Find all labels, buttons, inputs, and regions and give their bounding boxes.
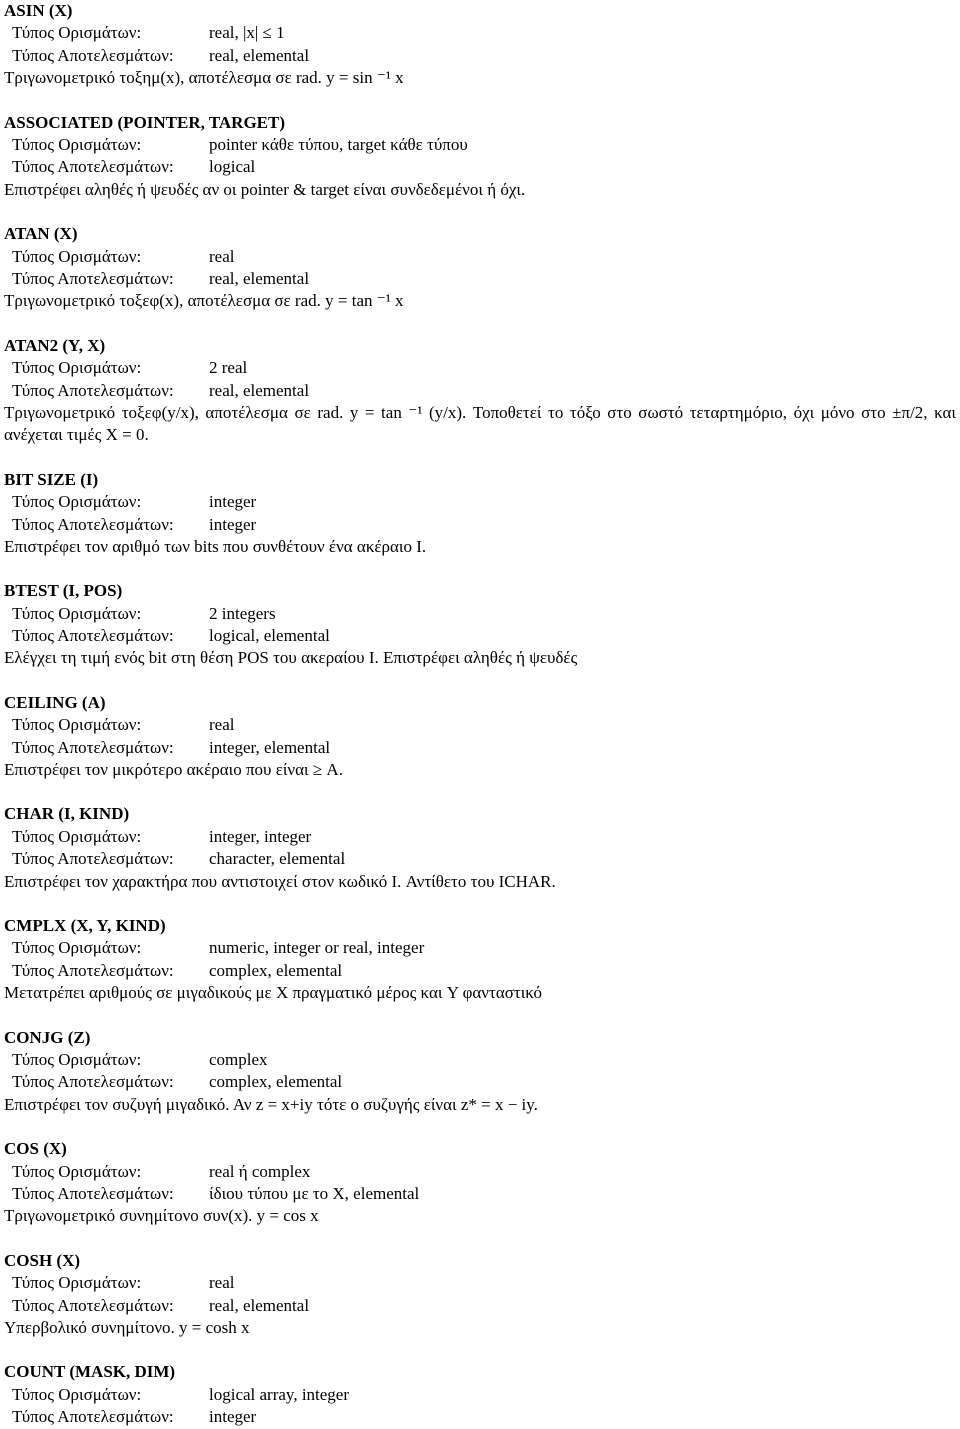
function-entry: [4, 1250, 960, 1340]
argument-type-value: real: [209, 715, 235, 735]
function-title: ATAN2 (Y, X): [4, 335, 106, 355]
argument-type-label: Τύπος Ορισμάτων:: [12, 603, 142, 623]
function-entry: [4, 0, 960, 90]
result-type-label: Τύπος Αποτελεσμάτων:: [12, 1183, 174, 1203]
result-type-line: [4, 514, 960, 536]
result-type-line: [4, 1406, 960, 1428]
result-type-line: [4, 848, 960, 870]
function-entry: [4, 335, 960, 447]
function-description: Επιστρέφει τον αριθμό των bits που συνθέτουν ένα ακέραιο I.: [4, 536, 427, 556]
argument-type-value: integer, integer: [209, 826, 312, 846]
result-type-line: [4, 960, 960, 982]
function-description: Μετατρέπει αριθμούς σε μιγαδικούς με X πραγματικό μέρος και Y φανταστικό: [4, 983, 542, 1003]
argument-type-value: 2 integers: [209, 603, 276, 623]
argument-type-value: real ή complex: [209, 1161, 311, 1181]
argument-type-line: [4, 1272, 960, 1294]
result-type-label: Τύπος Αποτελεσμάτων:: [12, 380, 174, 400]
result-type-label: Τύπος Αποτελεσμάτων:: [12, 960, 174, 980]
argument-type-value: integer: [209, 492, 257, 512]
argument-type-label: Τύπος Ορισμάτων:: [12, 715, 142, 735]
result-type-value: real, elemental: [209, 1295, 310, 1315]
argument-type-line: [4, 714, 960, 736]
result-type-label: Τύπος Αποτελεσμάτων:: [12, 157, 174, 177]
function-description: Επιστρέφει τον μικρότερο ακέραιο που είναι ≥ A.: [4, 760, 343, 780]
result-type-label: Τύπος Αποτελεσμάτων:: [12, 1295, 174, 1315]
function-title: CEILING (A): [4, 692, 106, 712]
argument-type-line: [4, 22, 960, 44]
result-type-value: real, elemental: [209, 380, 310, 400]
function-entry: [4, 580, 960, 670]
result-type-label: Τύπος Αποτελεσμάτων:: [12, 268, 174, 288]
function-entry: [4, 1138, 960, 1228]
result-type-label: Τύπος Αποτελεσμάτων:: [12, 849, 174, 869]
argument-type-line: [4, 357, 960, 379]
argument-type-label: Τύπος Ορισμάτων:: [12, 358, 142, 378]
result-type-line: [4, 1183, 960, 1205]
result-type-line: [4, 45, 960, 67]
function-title: COS (X): [4, 1139, 67, 1159]
function-description: Τριγωνομετρικό τοξεφ(x), αποτέλεσμα σε rad. y = tan ⁻¹ x: [4, 291, 404, 311]
result-type-line: [4, 268, 960, 290]
result-type-value: real, elemental: [209, 268, 310, 288]
result-type-line: [4, 1071, 960, 1093]
function-description: Τριγωνομετρικό τοξεφ(y/x), αποτέλεσμα σε rad. y = tan ⁻¹ (y/x). Τοποθετεί το τόξο στο σωστό τεταρτημόριο, όχι μόνο στο ±π/2, και ανέχεται τιμές X = 0.: [4, 402, 956, 445]
result-type-line: [4, 380, 960, 402]
argument-type-line: [4, 1161, 960, 1183]
result-type-line: [4, 1295, 960, 1317]
result-type-line: [4, 625, 960, 647]
result-type-value: logical: [209, 157, 256, 177]
result-type-label: Τύπος Αποτελεσμάτων:: [12, 45, 174, 65]
function-entry: [4, 112, 960, 202]
function-title: CONJG (Z): [4, 1027, 91, 1047]
argument-type-value: 2 real: [209, 358, 248, 378]
argument-type-line: [4, 1384, 960, 1406]
function-description: Επιστρέφει τον χαρακτήρα που αντιστοιχεί στον κωδικό I. Αντίθετο του ICHAR.: [4, 871, 556, 891]
argument-type-label: Τύπος Ορισμάτων:: [12, 938, 142, 958]
argument-type-line: [4, 826, 960, 848]
function-title: BIT SIZE (I): [4, 469, 99, 489]
result-type-label: Τύπος Αποτελεσμάτων:: [12, 737, 174, 757]
function-description: Επιστρέφει τον συζυγή μιγαδικό. Αν z = x+iy τότε ο συζυγής είναι z* = x − iy.: [4, 1094, 538, 1114]
argument-type-label: Τύπος Ορισμάτων:: [12, 1161, 142, 1181]
result-type-value: integer, elemental: [209, 737, 331, 757]
argument-type-value: real: [209, 1273, 235, 1293]
argument-type-line: [4, 937, 960, 959]
function-title: ASIN (X): [4, 1, 73, 20]
argument-type-value: logical array, integer: [209, 1384, 350, 1404]
result-type-line: [4, 156, 960, 178]
result-type-label: Τύπος Αποτελεσμάτων:: [12, 626, 174, 646]
result-type-label: Τύπος Αποτελεσμάτων:: [12, 1407, 174, 1427]
result-type-label: Τύπος Αποτελεσμάτων:: [12, 1072, 174, 1092]
function-description: Επιστρέφει αληθές ή ψευδές αν οι pointer & target είναι συνδεδεμένοι ή όχι.: [4, 179, 526, 199]
function-description: Υπερβολικό συνημίτονο. y = cosh x: [4, 1317, 250, 1337]
function-entry: [4, 1361, 960, 1428]
result-type-value: character, elemental: [209, 849, 346, 869]
argument-type-label: Τύπος Ορισμάτων:: [12, 1273, 142, 1293]
argument-type-value: numeric, integer or real, integer: [209, 938, 425, 958]
result-type-value: integer: [209, 514, 257, 534]
argument-type-line: [4, 134, 960, 156]
function-title: CMPLX (X, Y, KIND): [4, 916, 166, 936]
function-title: ATAN (X): [4, 224, 78, 244]
argument-type-value: real: [209, 246, 235, 266]
argument-type-label: Τύπος Ορισμάτων:: [12, 1050, 142, 1069]
argument-type-label: Τύπος Ορισμάτων:: [12, 1384, 142, 1404]
argument-type-value: pointer κάθε τύπου, target κάθε τύπου: [209, 134, 468, 154]
argument-type-label: Τύπος Ορισμάτων:: [12, 134, 142, 154]
result-type-value: complex, elemental: [209, 960, 343, 980]
argument-type-label: Τύπος Ορισμάτων:: [12, 826, 142, 846]
function-entry: [4, 803, 960, 893]
function-title: BTEST (I, POS): [4, 581, 123, 601]
function-entry: [4, 469, 960, 559]
function-title: COSH (X): [4, 1250, 81, 1270]
argument-type-line: [4, 491, 960, 513]
result-type-label: Τύπος Αποτελεσμάτων:: [12, 514, 174, 534]
function-title: CHAR (I, KIND): [4, 804, 130, 824]
function-entry: [4, 692, 960, 782]
function-entry: [4, 1027, 960, 1117]
result-type-value: complex, elemental: [209, 1072, 343, 1092]
argument-type-line: [4, 1049, 960, 1071]
argument-type-label: Τύπος Ορισμάτων:: [12, 23, 142, 43]
argument-type-line: [4, 246, 960, 268]
argument-type-line: [4, 603, 960, 625]
argument-type-value: real, |x| ≤ 1: [209, 23, 285, 43]
result-type-value: logical, elemental: [209, 626, 330, 646]
function-description: Τριγωνομετρικό τοξημ(x), αποτέλεσμα σε rad. y = sin ⁻¹ x: [4, 68, 404, 88]
function-description: Ελέγχει τη τιμή ενός bit στη θέση POS του ακεραίου I. Επιστρέφει αληθές ή ψευδές: [4, 648, 578, 668]
function-description: Τριγωνομετρικό συνημίτονο συν(x). y = cos x: [4, 1206, 319, 1226]
result-type-line: [4, 737, 960, 759]
result-type-value: real, elemental: [209, 45, 310, 65]
argument-type-label: Τύπος Ορισμάτων:: [12, 492, 142, 512]
function-entry: [4, 915, 960, 1005]
argument-type-value: complex: [209, 1050, 268, 1069]
result-type-value: integer: [209, 1407, 257, 1427]
function-title: COUNT (MASK, DIM): [4, 1362, 176, 1382]
argument-type-label: Τύπος Ορισμάτων:: [12, 246, 142, 266]
function-title: ASSOCIATED (POINTER, TARGET): [4, 112, 286, 132]
function-entry: [4, 223, 960, 313]
result-type-value: ίδιου τύπου με το X, elemental: [209, 1183, 420, 1203]
